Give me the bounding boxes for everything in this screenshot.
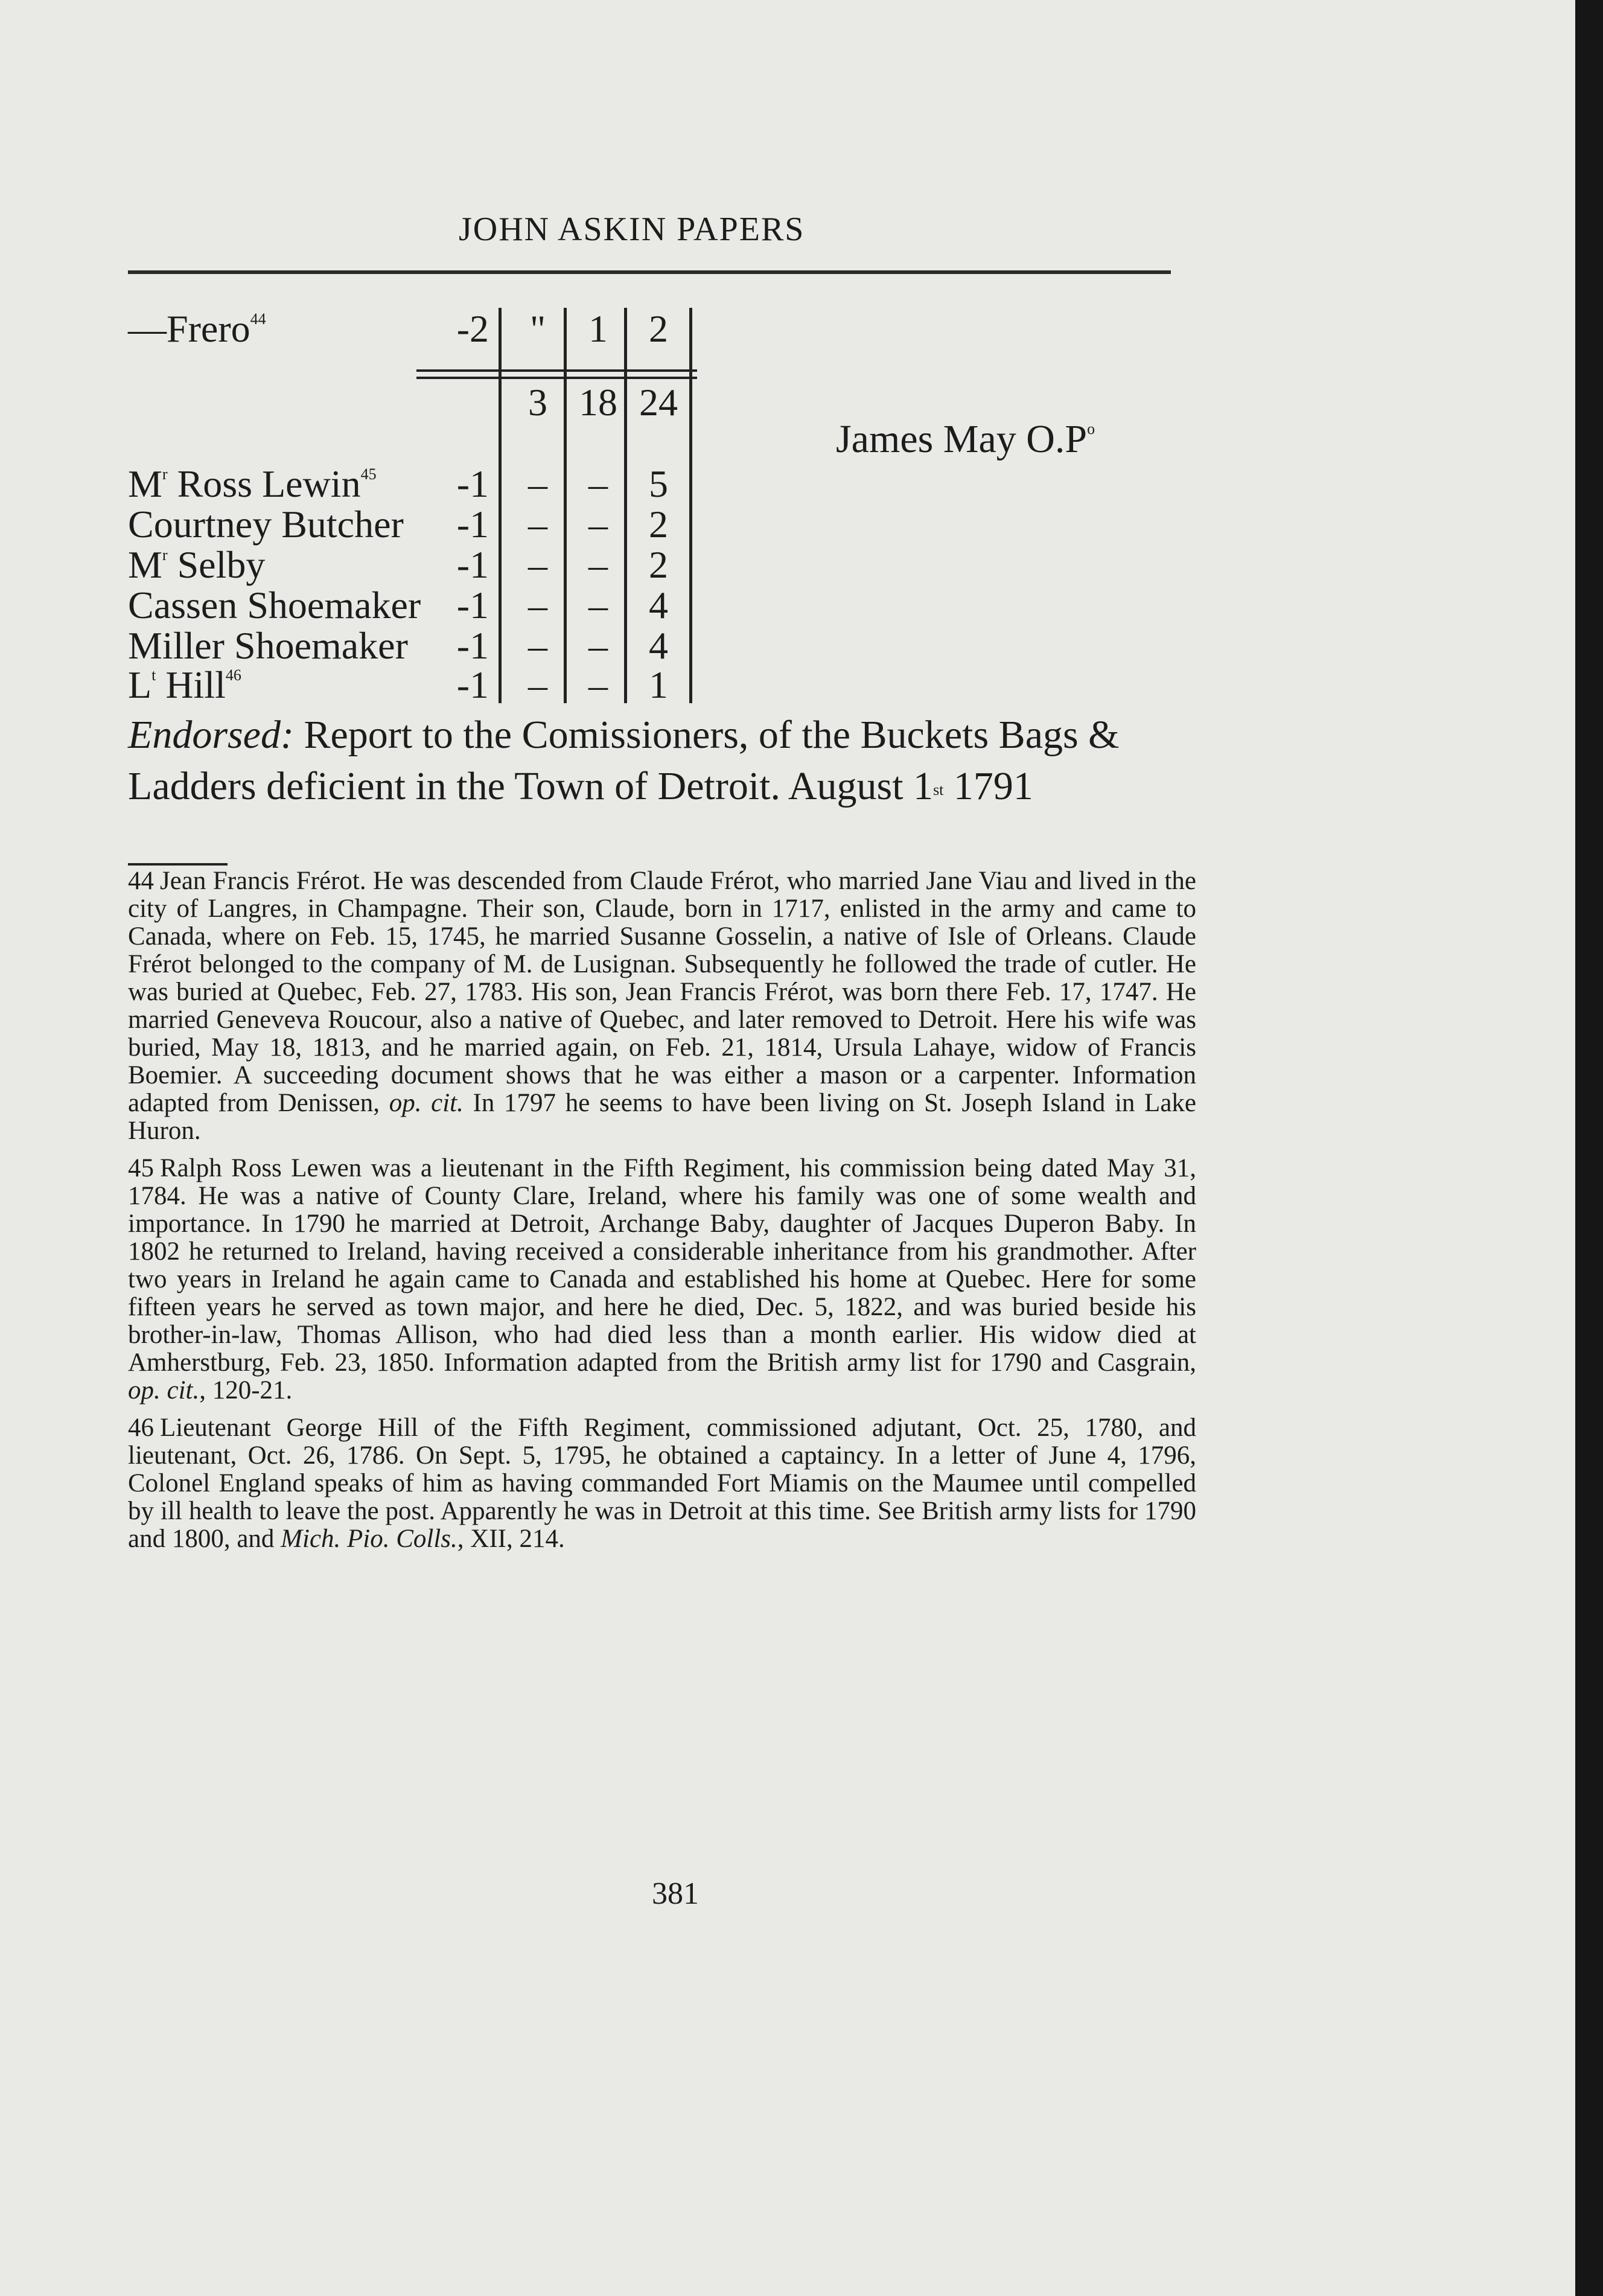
- footnote-44: 44 Jean Francis Frérot. He was descended from Claude Frérot, who married Jane Viau and lived in the city of Langres, in Champagne. Their son, Claude, born in 1717, enlisted in the army and came to Canada, where on Feb. 15, 1745, he married Susanne Gosselin, a native of Isle of Orleans. Claude Frérot belonged to the company of M. de Lusignan. Subsequently he followed the trade of cutler. He was buried at Quebec, Feb. 27, 1783. His son, Jean Francis Frérot, was born there Feb. 17, 1747. He married Geneveva Roucour, also a native of Quebec, and later removed to Detroit. Here his wife was buried, May 18, 1813, and he married again, on Feb. 21, 1814, Ursula Lahaye, widow of Francis Boemier. A succeeding document shows that he was either a mason or a carpenter. Information adapted from Denissen, op. cit. In 1797 he seems to have been living on St. Joseph Island in Lake Huron.: [128, 867, 1196, 1145]
- footnote-46: 46 Lieutenant George Hill of the Fifth Regiment, commissioned adjutant, Oct. 25, 1780, and lieutenant, Oct. 26, 1786. On Sept. 5, 1795, he obtained a captaincy. In a letter of June 4, 1796, Colonel England speaks of him as having commanded Fort Miamis on the Maumee until compelled by ill health to leave the post. Apparently he was in Detroit at this time. See British army lists for 1790 and 1800, and Mich. Pio. Colls., XII, 214.: [128, 1414, 1196, 1553]
- endorsement-note: Endorsed: Report to the Comissioners, of the Buckets Bags & Ladders deficient in the Town of Detroit. August 1st 1791: [128, 713, 1120, 808]
- ledger-row-col2: –: [588, 624, 608, 667]
- ledger-row-name: Courtney Butcher: [128, 503, 404, 546]
- ledger-row-name: $M^r$ Ross Lewin$^{45}$: [128, 462, 377, 505]
- signature-james-may: James May $O.P^o$: [836, 417, 1095, 461]
- ledger-row-col2: –: [588, 543, 608, 586]
- ledger-row-col3: 2: [649, 503, 668, 546]
- table-double-rule-bottom: [416, 377, 697, 379]
- ledger-row-name: Miller Shoemaker: [128, 624, 408, 667]
- ledger-row-qty: -1: [456, 462, 489, 505]
- bucket-ledger-table: [0, 0, 1575, 724]
- table-column-rule: [564, 308, 567, 703]
- table-column-rule: [624, 308, 627, 703]
- table-column-rule: [499, 308, 502, 703]
- ledger-row-frero-col1: ": [529, 307, 546, 350]
- ledger-row-col1: –: [528, 663, 547, 706]
- ledger-total-col3: 24: [639, 381, 678, 424]
- ledger-row-frero-name: —Frero$^{44}$: [128, 307, 266, 350]
- page-number: 381: [652, 1877, 699, 1911]
- ledger-row-col2: –: [588, 584, 608, 627]
- ledger-row-qty: -1: [456, 543, 489, 586]
- ledger-row-col1: –: [528, 624, 547, 667]
- ledger-row-col3: 5: [649, 462, 668, 505]
- ledger-row-name: Cassen Shoemaker: [128, 584, 421, 627]
- ledger-row-qty: -1: [456, 624, 489, 667]
- ledger-total-col1: 3: [528, 381, 547, 424]
- ledger-row-col3: 4: [649, 584, 668, 627]
- ledger-row-col3: 4: [649, 624, 668, 667]
- ledger-row-col1: –: [528, 543, 547, 586]
- ledger-row-col1: –: [528, 503, 547, 546]
- ledger-row-frero-qty: -2: [456, 307, 489, 350]
- ledger-row-frero-col3: 2: [649, 307, 668, 350]
- ledger-total-col2: 18: [579, 381, 617, 424]
- endorsed-label: Endorsed:: [128, 713, 294, 757]
- ledger-row-col1: –: [528, 462, 547, 505]
- ledger-row-col2: –: [588, 503, 608, 546]
- ledger-row-qty: -1: [456, 503, 489, 546]
- ledger-row-col2: –: [588, 663, 608, 706]
- ledger-row-name: $M^r$ Selby: [128, 543, 266, 586]
- ledger-row-qty: -1: [456, 584, 489, 627]
- ledger-row-col2: –: [588, 462, 608, 505]
- footnotes: [128, 848, 1196, 1558]
- ledger-row-col1: –: [528, 584, 547, 627]
- table-column-rule: [689, 308, 692, 703]
- table-double-rule-top: [416, 369, 697, 372]
- running-header: JOHN ASKIN PAPERS: [459, 211, 805, 248]
- ledger-row-qty: -1: [456, 663, 489, 706]
- ledger-row-col3: 1: [649, 663, 668, 706]
- ledger-row-frero-col2: 1: [588, 307, 608, 350]
- ledger-row-col3: 2: [649, 543, 668, 586]
- ledger-row-name: $L^t$ Hill$^{46}$: [128, 663, 241, 706]
- footnote-45: 45 Ralph Ross Lewen was a lieutenant in the Fifth Regiment, his commission being dated May 31, 1784. He was a native of County Clare, Ireland, where his family was one of some wealth and importance. In 1790 he married at Detroit, Archange Baby, daughter of Jacques Duperon Baby. In 1802 he returned to Ireland, having received a considerable inheritance from his grandmother. After two years in Ireland he again came to Canada and established his home at Quebec. Here for some fifteen years he served as town major, and here he died, Dec. 5, 1822, and was buried beside his brother-in-law, Thomas Allison, who had died less than a month earlier. His widow died at Amherstburg, Feb. 23, 1850. Information adapted from the British army list for 1790 and Casgrain, op. cit., 120-21.: [128, 1154, 1196, 1405]
